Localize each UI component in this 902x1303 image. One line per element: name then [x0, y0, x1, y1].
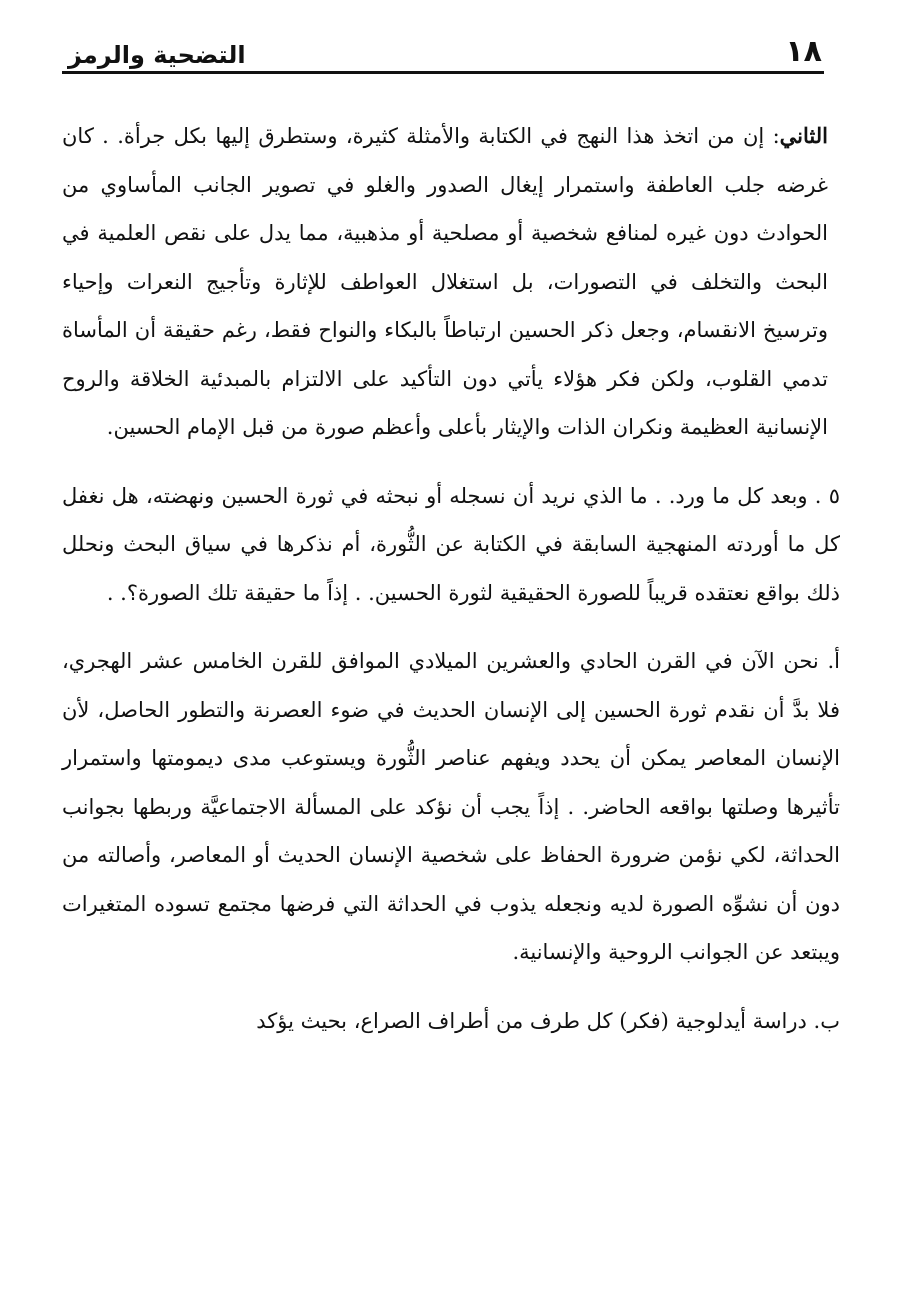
paragraph-text: ٥ . وبعد كل ما ورد. . ما الذي نريد أن نسجله أو نبحثه في ثورة الحسين ونهضته، هل نغفل كل ما أوردته المنهجية السابقة في الكتابة عن الثُّورة، أم نذكرها في سياق البحث ونحلل ذلك بواقع نعتقده قريباً للصورة الحقيقية لثورة الحسين. . إذاً ما حقيقة تلك الصورة؟. .: [62, 483, 840, 605]
paragraph-text: : إن من اتخذ هذا النهج في الكتابة والأمثلة كثيرة، وستطرق إليها بكل جرأة. . كان غرضه جلب العاطفة واستمرار إيغال الصدور والغلو في تصوير الجانب المأساوي من الحوادث دون غيره لمنافع شخصية أو مصلحية أو مذهبية، مما يدل على نقص العلمية في البحث والتخلف في التصورات، بل استغلال العواطف للإثارة وتأجيج النعرات وإحياء وترسيخ الانقسام، وجعل ذكر الحسين ارتباطاً بالبكاء والنواح فقط، رغم حقيقة أن المأساة تدمي القلوب، ولكن فكر هؤلاء يأتي دون التأكيد على الالتزام بالمبدئية الخلاقة والروح الإنسانية العظيمة ونكران الذات والإيثار بأعلى وأعظم صورة من قبل الإمام الحسين.: [62, 124, 828, 439]
running-title: التضحية والرمز: [68, 41, 246, 69]
paragraph-text: أ. نحن الآن في القرن الحادي والعشرين الميلادي الموافق للقرن الخامس عشر الهجري، فلا بدَّ أن نقدم ثورة الحسين إلى الإنسان الحديث في ضوء العصرنة والتطور الحاصل، لأن الإنسان المعاصر يمكن أن يحدد ويفهم عناصر الثُّورة ويستوعب مدى ديمومتها واستمرار تأثيرها وصلتها بواقعه الحاضر. . إذاً يجب أن نؤكد على المسألة الاجتماعيَّة وربطها بجوانب الحداثة، لكي نؤمن ضرورة الحفاظ على شخصية الإنسان الحديث أو المعاصر، وأصالته من دون أن نشوِّه الصورة لديه ونجعله يذوب في الحداثة التي فرضها مجتمع تسوده المتغيرات ويبتعد عن الجوانب الروحية والإنسانية.: [62, 649, 840, 964]
page-number: ١٨: [785, 34, 822, 69]
paragraph-point-a: [62, 637, 840, 977]
paragraph-label: الثاني: [779, 123, 828, 148]
paragraph-point-5: [62, 472, 840, 618]
paragraph-second-point: [62, 112, 840, 452]
body-text: [62, 112, 840, 1045]
paragraph-text: ب. دراسة أيدلوجية (فكر) كل طرف من أطراف الصراع، بحيث يؤكد: [256, 1008, 840, 1033]
paragraph-point-b: [62, 997, 840, 1046]
running-header: [62, 28, 824, 74]
